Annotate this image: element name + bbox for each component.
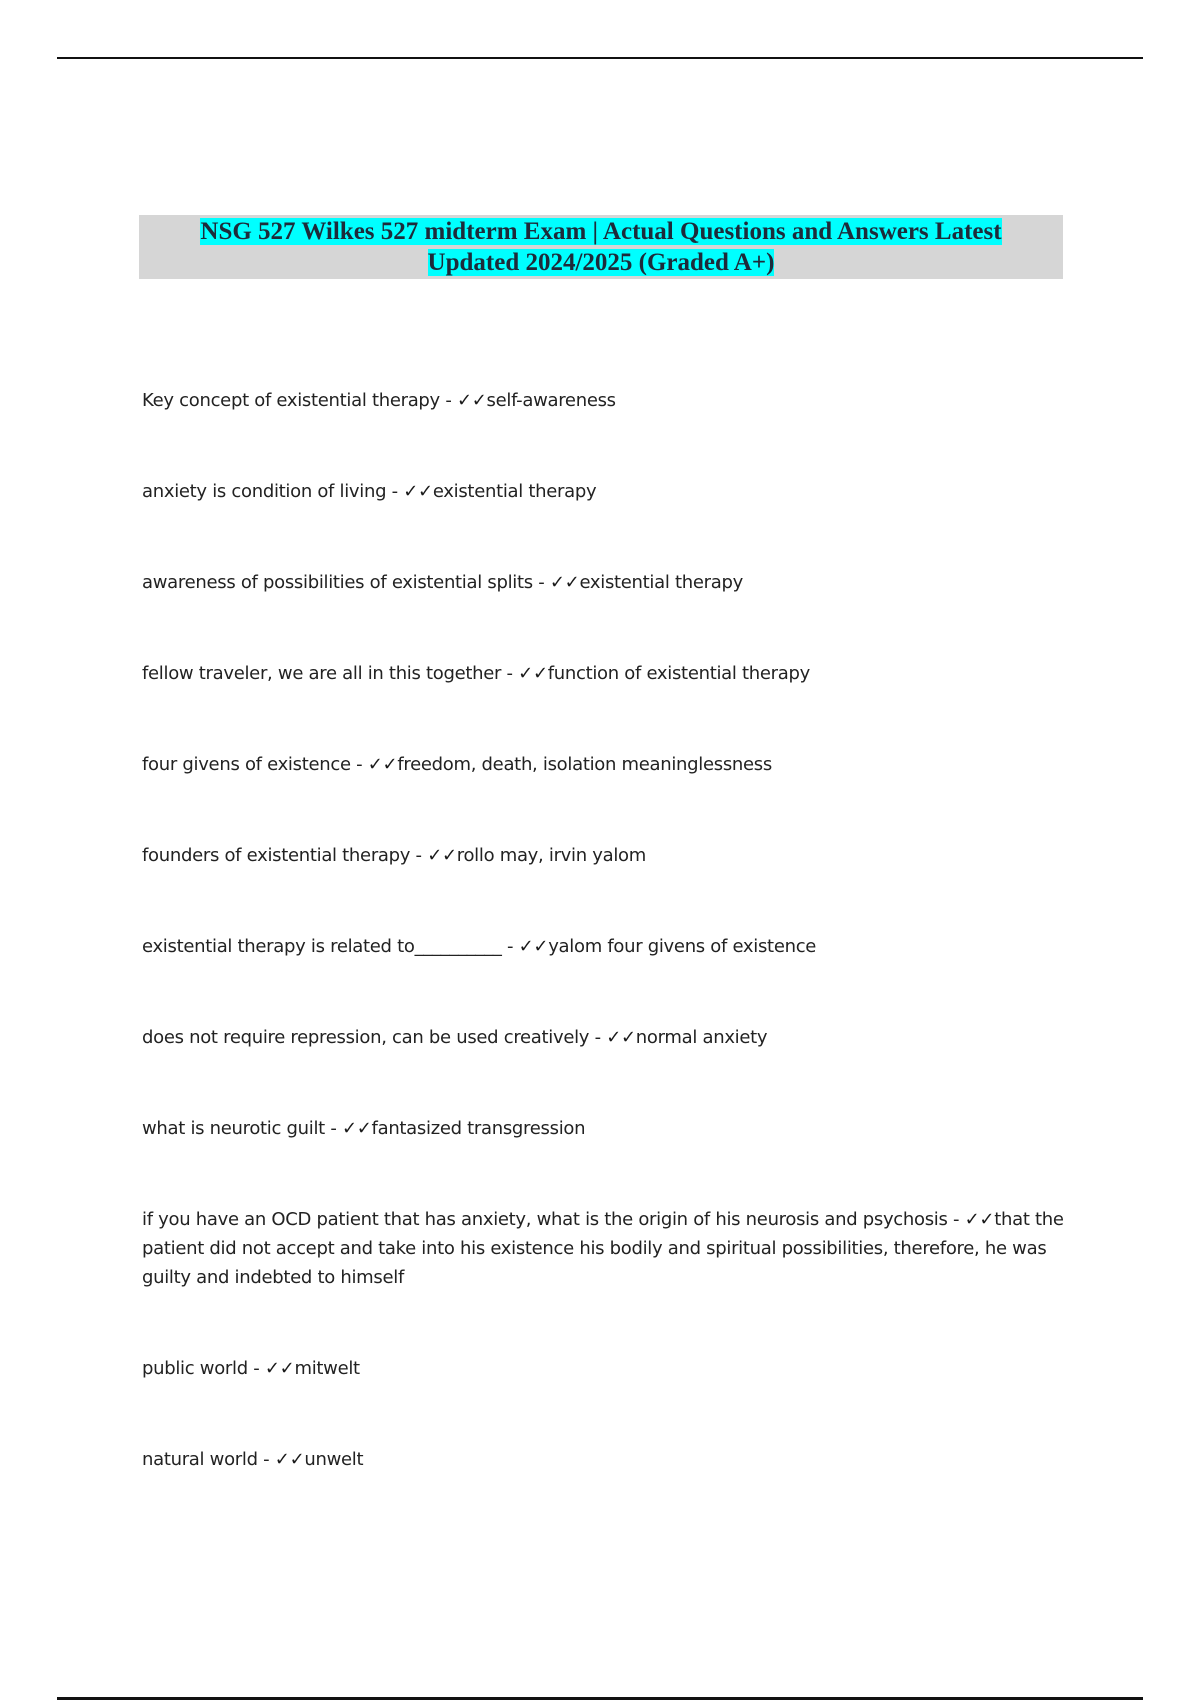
answer-text: self-awareness xyxy=(486,390,616,411)
question-text: anxiety is condition of living xyxy=(142,481,387,502)
qa-item xyxy=(142,568,1072,597)
title-line-1: NSG 527 Wilkes 527 midterm Exam | Actual Questions and Answers Latest xyxy=(200,218,1002,245)
document-title xyxy=(188,216,1013,278)
check-mark-icon: ✓✓ xyxy=(341,1118,372,1139)
separator-dash: - xyxy=(501,663,519,684)
check-mark-icon: ✓✓ xyxy=(264,1358,295,1379)
question-text: Key concept of existential therapy xyxy=(142,390,440,411)
check-mark-icon: ✓✓ xyxy=(367,754,398,775)
check-mark-icon: ✓✓ xyxy=(518,663,548,684)
question-text: awareness of possibilities of existential splits xyxy=(142,572,533,593)
answer-text: fantasized transgression xyxy=(371,1118,586,1139)
qa-item xyxy=(142,659,1072,688)
answer-text: function of existential therapy xyxy=(547,663,810,684)
question-text: what is neurotic guilt xyxy=(142,1118,325,1139)
title-line-2: Updated 2024/2025 (Graded A+) xyxy=(427,249,775,276)
answer-text: mitwelt xyxy=(294,1358,360,1379)
qa-list xyxy=(142,386,1072,1536)
qa-item xyxy=(142,1205,1072,1292)
answer-text: freedom, death, isolation meaninglessness xyxy=(397,754,772,775)
separator-dash: - xyxy=(532,572,550,593)
title-box xyxy=(139,215,1063,279)
separator-dash: - xyxy=(410,845,428,866)
separator-dash: - xyxy=(350,754,368,775)
answer-text: rollo may, irvin yalom xyxy=(456,845,646,866)
question-text: four givens of existence xyxy=(142,754,351,775)
question-text: natural world xyxy=(142,1449,258,1470)
separator-dash: - xyxy=(439,390,457,411)
answer-text: normal anxiety xyxy=(635,1027,768,1048)
qa-item xyxy=(142,841,1072,870)
qa-item xyxy=(142,386,1072,415)
check-mark-icon: ✓✓ xyxy=(456,390,487,411)
check-mark-icon: ✓✓ xyxy=(403,481,433,502)
top-rule xyxy=(57,57,1143,59)
separator-dash: - xyxy=(386,481,404,502)
separator-dash: - xyxy=(324,1118,342,1139)
separator-dash: - xyxy=(257,1449,275,1470)
answer-text: unwelt xyxy=(304,1449,364,1470)
check-mark-icon: ✓✓ xyxy=(964,1209,995,1230)
question-text: if you have an OCD patient that has anxiety, what is the origin of his neurosis and psychosis xyxy=(142,1209,948,1230)
qa-item xyxy=(142,1114,1072,1143)
qa-item xyxy=(142,1354,1072,1383)
answer-text: existential therapy xyxy=(579,572,743,593)
check-mark-icon: ✓✓ xyxy=(549,572,580,593)
answer-text: existential therapy xyxy=(432,481,597,502)
qa-item xyxy=(142,750,1072,779)
qa-item xyxy=(142,477,1072,506)
check-mark-icon: ✓✓ xyxy=(274,1449,305,1470)
check-mark-icon: ✓✓ xyxy=(518,936,549,957)
qa-item xyxy=(142,1023,1072,1052)
answer-text: that the patient did not accept and take into his existence his bodily and spiritual possibilities, therefore, he was guilty and indebted to himself xyxy=(142,1209,1064,1288)
check-mark-icon: ✓✓ xyxy=(427,845,457,866)
qa-item xyxy=(142,932,1072,961)
separator-dash: - xyxy=(589,1027,607,1048)
qa-item xyxy=(142,1445,1072,1474)
check-mark-icon: ✓✓ xyxy=(606,1027,636,1048)
question-text: founders of existential therapy xyxy=(142,845,411,866)
answer-text: yalom four givens of existence xyxy=(548,936,817,957)
question-text: public world xyxy=(142,1358,248,1379)
question-text: existential therapy is related to__________ xyxy=(142,936,502,957)
question-text: fellow traveler, we are all in this together xyxy=(142,663,502,684)
separator-dash: - xyxy=(501,936,519,957)
question-text: does not require repression, can be used creatively xyxy=(142,1027,590,1048)
separator-dash: - xyxy=(247,1358,265,1379)
separator-dash: - xyxy=(947,1209,965,1230)
